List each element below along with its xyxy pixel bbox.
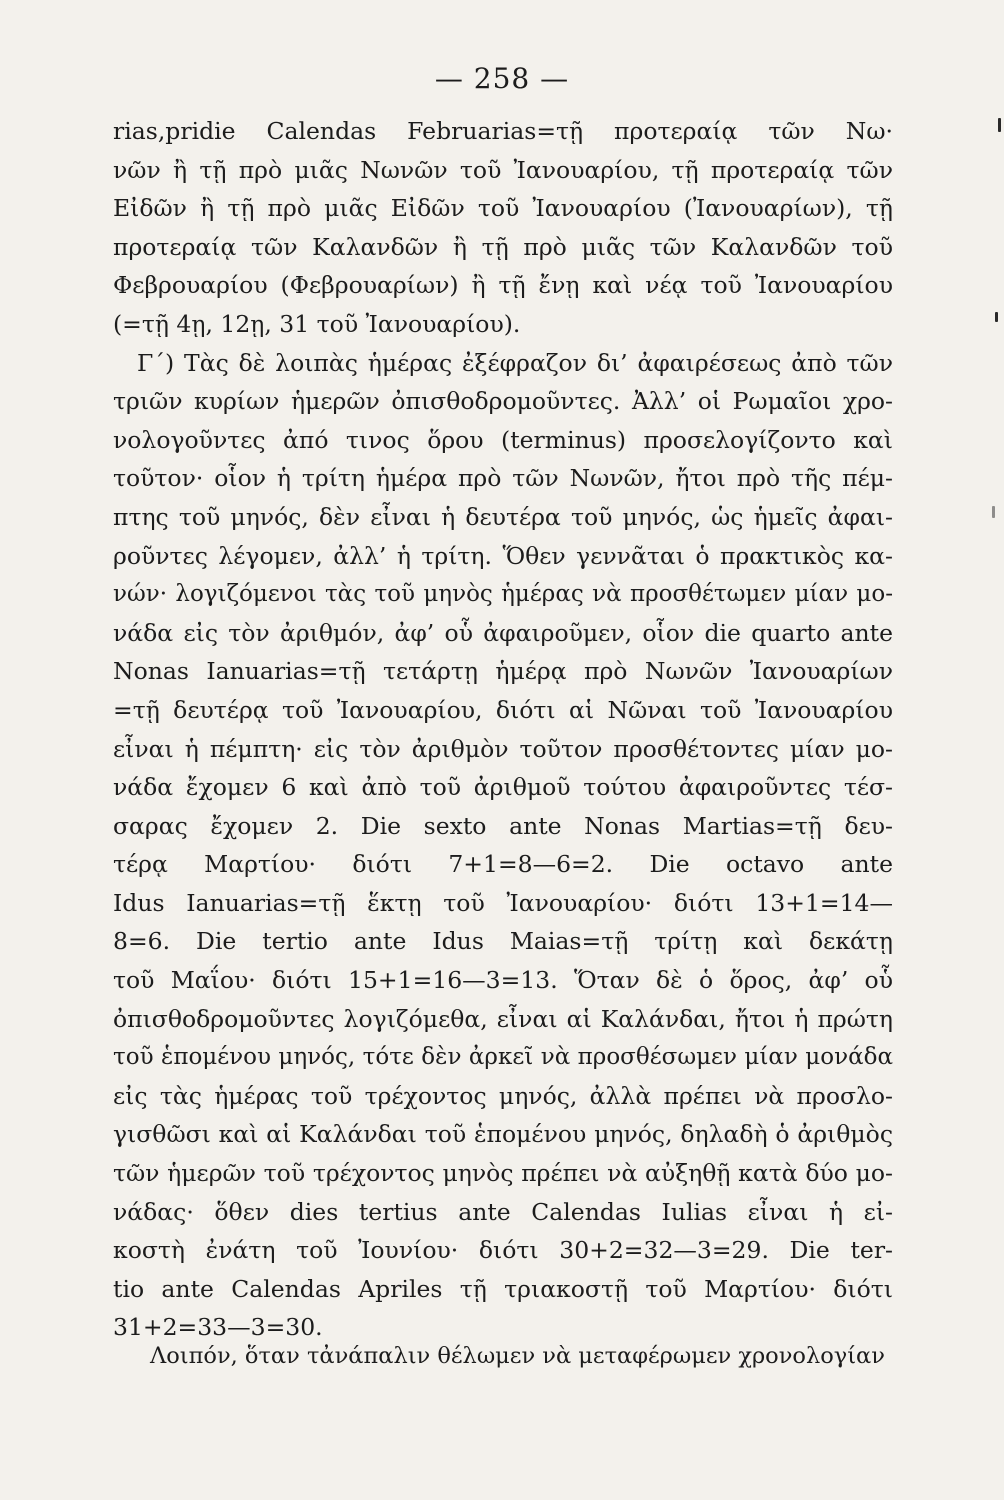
text-line: rias,pridie Calendas Februarias=τῇ προτεραίᾳ τῶν Νω·	[113, 117, 893, 145]
text-line: 8=6. Die tertio ante Idus Maias=τῇ τρίτῃ καὶ δεκάτῃ	[113, 927, 893, 956]
text-line: τοῦτον· οἷον ἡ τρίτη ἡμέρα πρὸ τῶν Νωνῶν, ἤτοι πρὸ τῆς πέμ-	[113, 464, 893, 493]
text-line: πτης τοῦ μηνός, δὲν εἶναι ἡ δευτέρα τοῦ μηνός, ὡς ἡμεῖς ἀφαι-	[113, 502, 893, 531]
text-line: τοῦ Μαΐου· διότι 15+1=16—3=13. Ὅταν δὲ ὁ ὅρος, ἀφ’ οὗ	[113, 966, 893, 995]
text-line: ροῦντες λέγομεν, ἀλλ’ ἡ τρίτη. Ὅθεν γεννᾶται ὁ πρακτικὸς κα-	[113, 541, 893, 570]
text-line: νολογοῦντες ἀπό τινος ὅρου (terminus) προσελογίζοντο καὶ	[113, 425, 893, 454]
text-line: Φεβρουαρίου (Φεβρουαρίων) ἢ τῇ ἔνῃ καὶ νέᾳ τοῦ Ἰανουαρίου	[113, 271, 893, 300]
text-line: Idus Ianuarias=τῇ ἕκτῃ τοῦ Ἰανουαρίου· διότι 13+1=14—	[113, 888, 893, 917]
text-line: τοῦ ἑπομένου μηνός, τότε δὲν ἀρκεῖ νὰ προσθέσωμεν μίαν μονάδα	[113, 1044, 893, 1071]
text-line: tio ante Calendas Apriles τῇ τριακοστῇ τοῦ Μαρτίου· διότι	[113, 1274, 893, 1303]
text-line: ὀπισθοδρομοῦντες λογιζόμεθα, εἶναι αἱ Καλάνδαι, ἤτοι ἡ πρώτη	[113, 1004, 893, 1033]
text-line: τῶν ἡμερῶν τοῦ τρέχοντος μηνὸς πρέπει νὰ αὐξηθῇ κατὰ δύο μο-	[113, 1159, 893, 1188]
text-line: νάδα εἰς τὸν ἀριθμόν, ἀφ’ οὗ ἀφαιροῦμεν, οἷον die quarto ante	[113, 618, 893, 647]
text-line: νάδα ἔχομεν 6 καὶ ἀπὸ τοῦ ἀριθμοῦ τούτου ἀφαιροῦντες τέσ-	[113, 773, 893, 802]
text-line: προτεραίᾳ τῶν Καλανδῶν ἢ τῇ πρὸ μιᾶς τῶν Καλανδῶν τοῦ	[113, 232, 893, 261]
paragraph-start-line: Λοιπόν, ὅταν τἀνάπαλιν θέλωμεν νὰ μεταφέρωμεν χρονολογίαν	[150, 1343, 885, 1369]
text-line: τέρᾳ Μαρτίου· διότι 7+1=8—6=2. Die octavo ante	[113, 850, 893, 879]
margin-mark	[995, 312, 998, 322]
page-number: — 258 —	[434, 62, 570, 95]
body-text	[113, 112, 893, 1347]
text-line: γισθῶσι καὶ αἱ Καλάνδαι τοῦ ἑπομένου μηνός, δηλαδὴ ὁ ἀριθμὸς	[113, 1120, 893, 1149]
text-line: 31+2=33—3=30.	[113, 1313, 323, 1342]
text-line: εἶναι ἡ πέμπτη· εἰς τὸν ἀριθμὸν τοῦτον προσθέτοντες μίαν μο-	[113, 734, 893, 763]
text-line: (=τῇ 4ῃ, 12ῃ, 31 τοῦ Ἰανουαρίου).	[113, 309, 521, 338]
text-line: νῶν ἢ τῇ πρὸ μιᾶς Νωνῶν τοῦ Ἰανουαρίου, τῇ προτεραίᾳ τῶν	[113, 155, 893, 184]
text-line: εἰς τὰς ἡμέρας τοῦ τρέχοντος μηνός, ἀλλὰ πρέπει νὰ προσλο-	[113, 1081, 893, 1110]
text-line: σαρας ἔχομεν 2. Die sexto ante Nonas Martias=τῇ δευ-	[113, 811, 893, 840]
text-line: κοστὴ ἐνάτη τοῦ Ἰουνίου· διότι 30+2=32—3=29. Die ter-	[113, 1236, 893, 1265]
text-line: Nonas Ianuarias=τῇ τετάρτῃ ἡμέρᾳ πρὸ Νωνῶν Ἰανουαρίων	[113, 657, 893, 686]
paragraph-start-line: Γ΄) Τὰς δὲ λοιπὰς ἡμέρας ἐξέφραζον δι’ ἀφαιρέσεως ἀπὸ τῶν	[137, 348, 893, 377]
text-line: νάδας· ὅθεν dies tertius ante Calendas Iulias εἶναι ἡ εἰ-	[113, 1197, 893, 1226]
margin-mark	[998, 118, 1001, 132]
text-line: Εἰδῶν ἢ τῇ πρὸ μιᾶς Εἰδῶν τοῦ Ἰανουαρίου (Ἰανουαρίων), τῇ	[113, 194, 893, 223]
text-line: =τῇ δευτέρᾳ τοῦ Ἰανουαρίου, διότι αἱ Νῶναι τοῦ Ἰανουαρίου	[113, 695, 893, 724]
text-line: νών· λογιζόμενοι τὰς τοῦ μηνὸς ἡμέρας νὰ προσθέτωμεν μίαν μο-	[113, 581, 893, 608]
margin-mark	[992, 506, 995, 518]
text-line: τριῶν κυρίων ἡμερῶν ὀπισθοδρομοῦντες. Ἀλλ’ οἱ Ρωμαῖοι χρο-	[113, 387, 893, 416]
